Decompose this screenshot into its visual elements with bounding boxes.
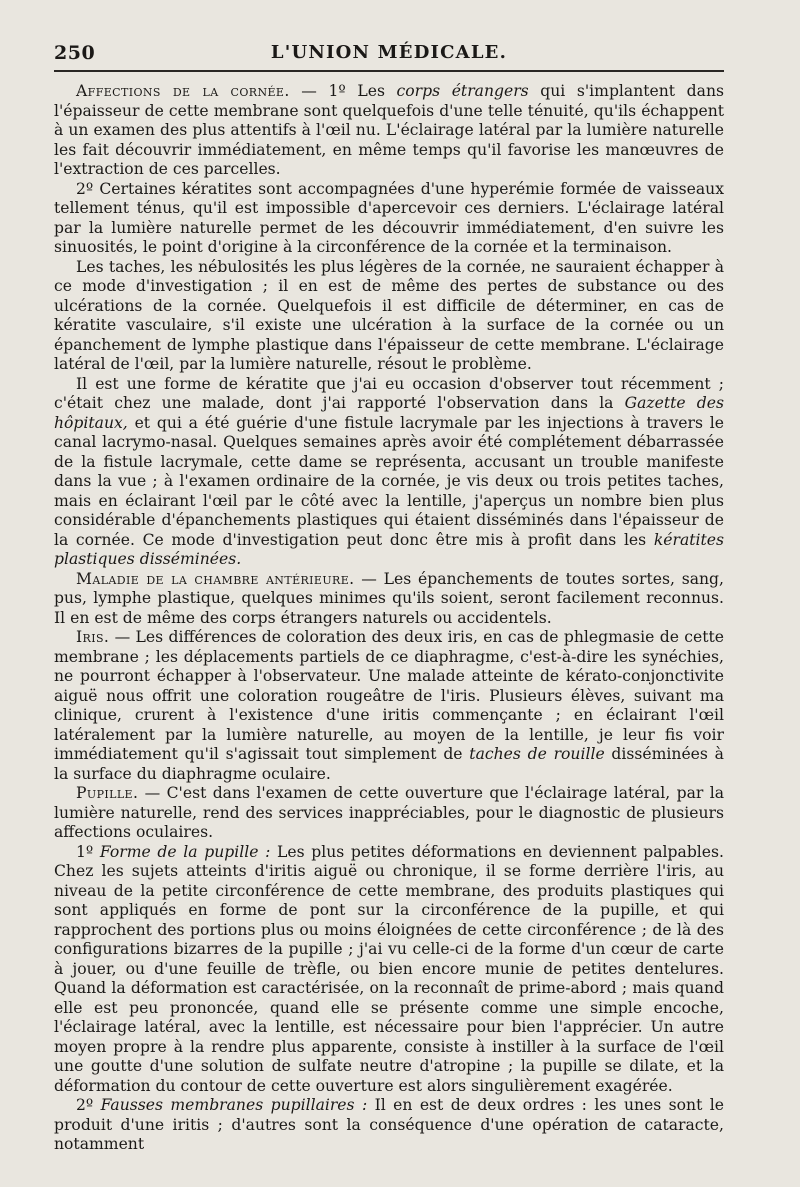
paragraph-keratitis-case <box>54 375 724 570</box>
text-run: 2º Certaines kératites sont accompagnées d'une hyperémie formée de vaisseaux tellement ténus, qu'il est impossible d'apercevoir ces derniers. L'éclairage latéral par la lumière naturelle permet de les découvrir immédiatement, d'en suivre les sinuosités, le point d'origine à la circonférence de la cornée et la terminaison. <box>54 179 724 256</box>
page-header <box>54 40 724 66</box>
paragraph-corneal-spots <box>54 258 724 375</box>
text-run: — Les différences de coloration des deux iris, en cas de phlegmasie de cette membrane ; les déplacements partiels de ce diaphragme, c'est-à-dire les synéchies, ne pourront échapper à l'observateur. Une malade atteinte de kérato-conjonctivite aiguë nous offrit une coloration rougeâtre de l'iris. Plusieurs élèves, suivant ma clinique, crurent à l'existence d'une iritis commençante ; en éclairant l'œil latéralement par la lumière naturelle, au moyen de la lentille, je leur fis voir immédiatement qu'il s'agissait tout simplement de <box>54 628 724 763</box>
paragraph-cornea-foreign-bodies <box>54 82 724 180</box>
section-heading-iris: Iris. <box>76 628 110 646</box>
text-run: Les taches, les nébulosités les plus légères de la cornée, ne sauraient échapper à ce mode d'investigation ; il en est de même des pertes de substance ou des ulcérations de la cornée. Quelquefois il est difficile de déterminer, en cas de kératite vasculaire, s'il existe une ulcération à la surface de la cornée ou un épanchement de lymphe plastique dans l'épaisseur de cette membrane. L'éclairage latéral de l'œil, par la lumière naturelle, résout le problème. <box>54 257 724 373</box>
text-run: disséminées à la surface du diaphragme oculaire. <box>54 745 724 783</box>
paragraph-false-membranes <box>54 1096 724 1155</box>
section-heading-anterior-chamber: Maladie de la chambre antérieure. <box>76 569 355 588</box>
running-title: L'UNION MÉDICALE. <box>270 42 508 63</box>
paragraph-iris <box>54 628 724 784</box>
paragraph-anterior-chamber <box>54 570 724 629</box>
text-run: et qui a été guérie d'une fistule lacrymale par les injections à travers le canal lacrymo-nasal. Quelques semaines après avoir été complétement débarrassée de la fistule lacrymale, cette dame se représenta, accusant un trouble manifeste dans la vue ; à l'examen ordinaire de la cornée, je vis deux ou trois petites taches, mais en éclairant l'œil par le côté avec la lentille, j'aperçus un nombre bien plus considérable d'épanchements plastiques qui étaient disséminés dans l'épaisseur de la cornée. Ce mode d'investigation peut donc être mis à profit dans les <box>54 413 724 549</box>
paragraph-pupil <box>54 784 724 843</box>
header-rule <box>54 70 724 72</box>
text-run: — 1º Les <box>289 82 397 100</box>
italic-subheading: Forme de la pupille : <box>99 842 271 861</box>
italic-term: corps étrangers <box>396 82 529 100</box>
text-run: 2º <box>76 1096 101 1114</box>
section-heading-pupil: Pupille. <box>76 784 139 802</box>
text-run: Les plus petites déformations en deviennent palpables. Chez les sujets atteints d'iritis aiguë ou chronique, il se forme derrière l'iris, au niveau de la petite circonférence de cette membrane, des produits plastiques qui sont appliqués en forme de pont sur la circonférence de la pupille, et qui rapprochent des portions plus ou moins éloignées de cette circonférence ; de là des configurations bizarres de la pupille ; j'ai vu celle-ci de la forme d'un cœur de carte à jouer, ou d'une feuille de trèfle, ou bien encore munie de petites dentelures. Quand la déformation est caractérisée, on la reconnaît de prime-abord ; mais quand elle est peu prononcée, quand elle se présente comme une simple encoche, l'éclairage latéral, avec la lentille, est nécessaire pour bien l'apprécier. Un autre moyen propre à la rendre plus apparente, consiste à instiller à la surface de l'œil une goutte d'une solution de sulfate neutre d'atropine ; la pupille se dilate, et la déformation du contour de cette ouverture est alors singulièrement exagérée. <box>54 842 724 1095</box>
section-heading-cornea: Affections de la cornée. <box>76 82 290 100</box>
italic-journal-title: Gazette des hôpitaux, <box>54 394 724 432</box>
text-run: — Les épanchements de toutes sortes, sang, pus, lymphe plastique, quelques minimes qu'ils soient, seront facilement reconnus. Il en est de même des corps étrangers naturels ou accidentels. <box>54 569 724 627</box>
paragraph-keratitis-hyperemia <box>54 180 724 258</box>
text-run: 1º <box>76 842 100 861</box>
italic-term: kératites plastiques disséminées. <box>54 530 724 568</box>
page-number: 250 <box>54 42 96 64</box>
text-run: Il en est de deux ordres : les unes sont le produit d'une iritis ; d'autres sont la conséquence d'une opération de cataracte, notamment <box>54 1096 724 1153</box>
text-run: — C'est dans l'examen de cette ouverture que l'éclairage latéral, par la lumière naturelle, rend des services inappréciables, pour le diagnostic de plusieurs affections oculaires. <box>54 784 724 841</box>
text-run: Il est une forme de kératite que j'ai eu occasion d'observer tout récemment ; c'était chez une malade, dont j'ai rapporté l'observation dans la <box>54 374 724 412</box>
article-body <box>54 82 724 1155</box>
text-run: qui s'implantent dans l'épaisseur de cette membrane sont quelquefois d'une telle ténuité, qu'ils échappent à un examen des plus attentifs à l'œil nu. L'éclairage latéral par la lumière naturelle les fait découvrir immédiatement, en même temps qu'il favorise les manœuvres de l'extraction de ces parcelles. <box>54 82 724 178</box>
italic-subheading: Fausses membranes pupillaires : <box>100 1096 368 1114</box>
paragraph-pupil-shape <box>54 843 724 1097</box>
italic-term: taches de rouille <box>469 745 605 763</box>
